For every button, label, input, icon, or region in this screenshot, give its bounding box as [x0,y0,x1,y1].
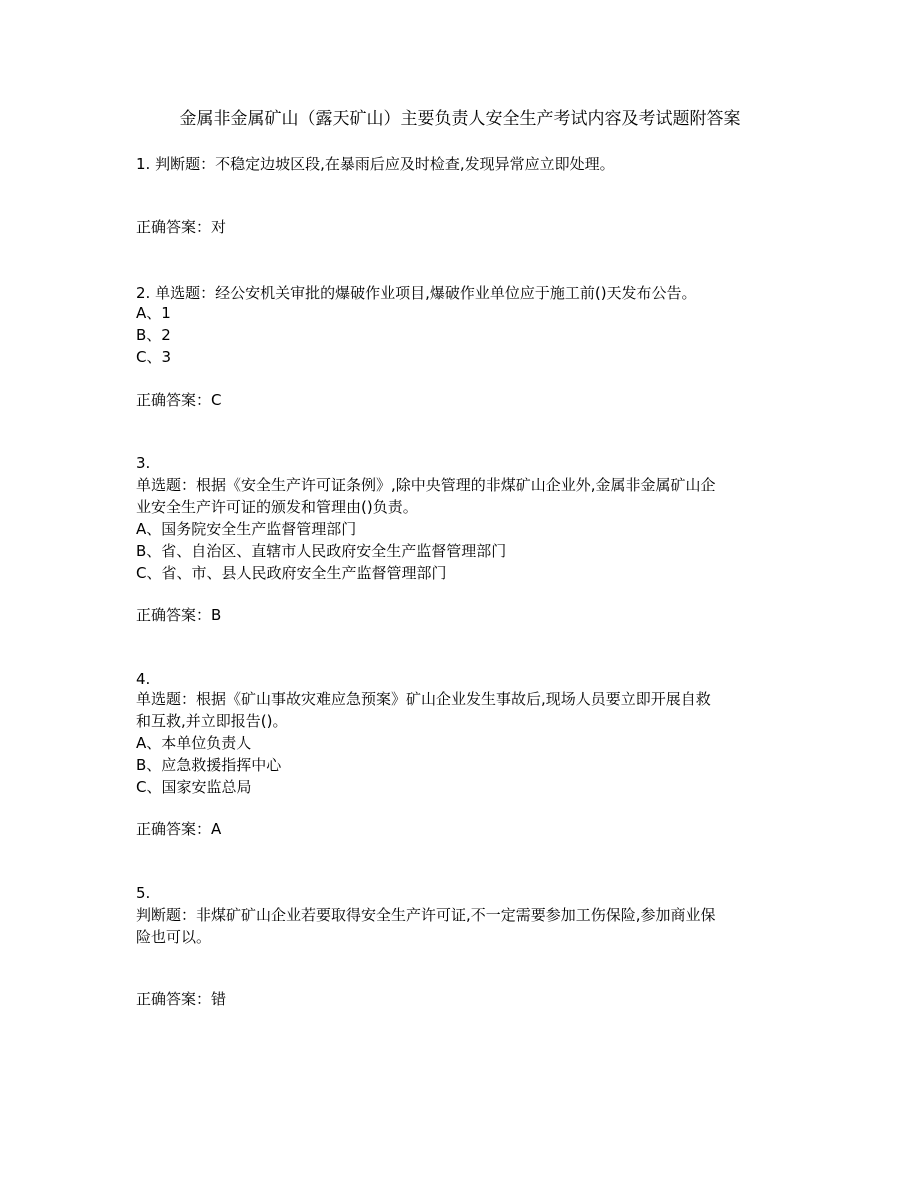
option-c: C、3 [136,348,172,366]
page-title: 金属非金属矿山（露天矿山）主要负责人安全生产考试内容及考试题附答案 [179,109,741,129]
answer-line: 正确答案：C [136,391,222,409]
option-b: B、省、自治区、直辖市人民政府安全生产监督管理部门 [136,542,507,560]
question-text-line: 2. 单选题：经公安机关审批的爆破作业项目,爆破作业单位应于施工前()天发布公告。 [136,284,697,302]
option-a: A、国务院安全生产监督管理部门 [136,520,357,538]
question-text-line: 1. 判断题：不稳定边坡区段,在暴雨后应及时检查,发现异常应立即处理。 [136,155,615,173]
option-c: C、省、市、县人民政府安全生产监督管理部门 [136,564,447,582]
option-a: A、本单位负责人 [136,734,252,752]
question-text-line: 单选题：根据《矿山事故灾难应急预案》矿山企业发生事故后,现场人员要立即开展自救 [136,690,711,708]
question-text-line: 判断题：非煤矿矿山企业若要取得安全生产许可证,不一定需要参加工伤保险,参加商业保 [136,906,716,924]
option-a: A、1 [136,304,171,322]
answer-line: 正确答案：A [136,820,222,838]
answer-line: 正确答案：B [136,606,222,624]
question-number: 5. [136,884,151,902]
question-number: 3. [136,454,151,472]
question-text-line: 险也可以。 [136,928,212,946]
question-text-line: 单选题：根据《安全生产许可证条例》,除中央管理的非煤矿山企业外,金属非金属矿山企 [136,476,716,494]
option-b: B、应急救援指挥中心 [136,756,282,774]
question-text-line: 和互救,并立即报告()。 [136,712,288,730]
option-b: B、2 [136,326,171,344]
question-text-line: 业安全生产许可证的颁发和管理由()负责。 [136,498,418,516]
question-number: 4. [136,670,151,688]
answer-line: 正确答案：错 [136,990,227,1008]
answer-line: 正确答案：对 [136,218,227,236]
option-c: C、国家安监总局 [136,778,252,796]
